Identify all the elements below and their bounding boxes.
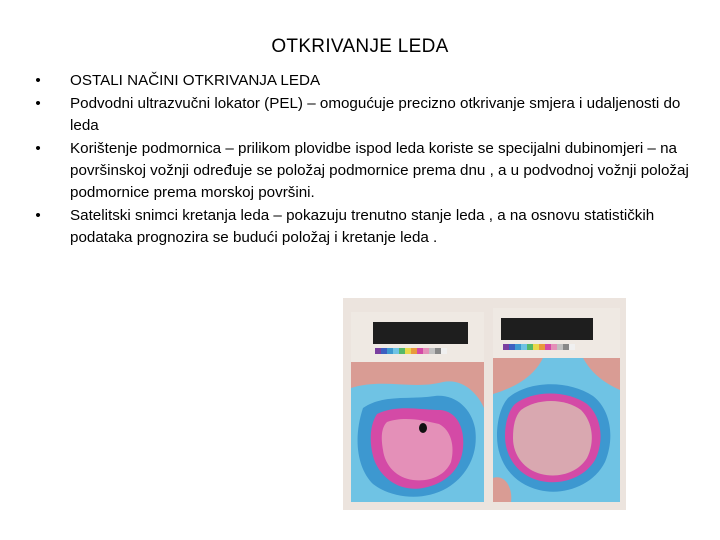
left-ice-map [351, 312, 484, 502]
bullet-glyph: • [35, 72, 41, 89]
list-item [32, 70, 702, 92]
bullet-list [32, 70, 702, 250]
page-title: OTKRIVANJE LEDA [271, 36, 449, 57]
bullet-heading: Podvodni ultrazvučni lokator (PEL) – [70, 95, 320, 112]
bullet-heading: Korištenje podmornica – [70, 140, 238, 157]
right-ice-map [493, 308, 620, 502]
bullet-text: omogućuje precizno otkrivanje smjera i udaljenosti do leda [70, 95, 681, 134]
bullet-text: pokazuju trenutno stanje leda , a na osnovu statističkih podataka prognozira se budući položaj i kretanje leda . [70, 207, 655, 246]
satellite-sea-ice-maps-image-icon [343, 298, 626, 510]
bullet-text: prilikom plovidbe ispod leda koriste se specijalni dubinomjeri – na površinskoj vožnji određuje se položaj podmornice prema dnu , a u podvodnoj vožnji položaj podmornice prema morskoj površini. [70, 140, 689, 201]
bullet-glyph: • [35, 207, 41, 224]
bullet-glyph: • [35, 140, 41, 157]
satellite-ice-maps-image [343, 298, 626, 510]
bullet-glyph: • [35, 95, 41, 112]
list-item [32, 205, 702, 249]
list-item [32, 93, 702, 137]
list-item [32, 138, 702, 204]
bullet-heading: Satelitski snimci kretanja leda – [70, 207, 287, 224]
bullet-heading: OSTALI NAČINI OTKRIVANJA LEDA [70, 72, 321, 89]
